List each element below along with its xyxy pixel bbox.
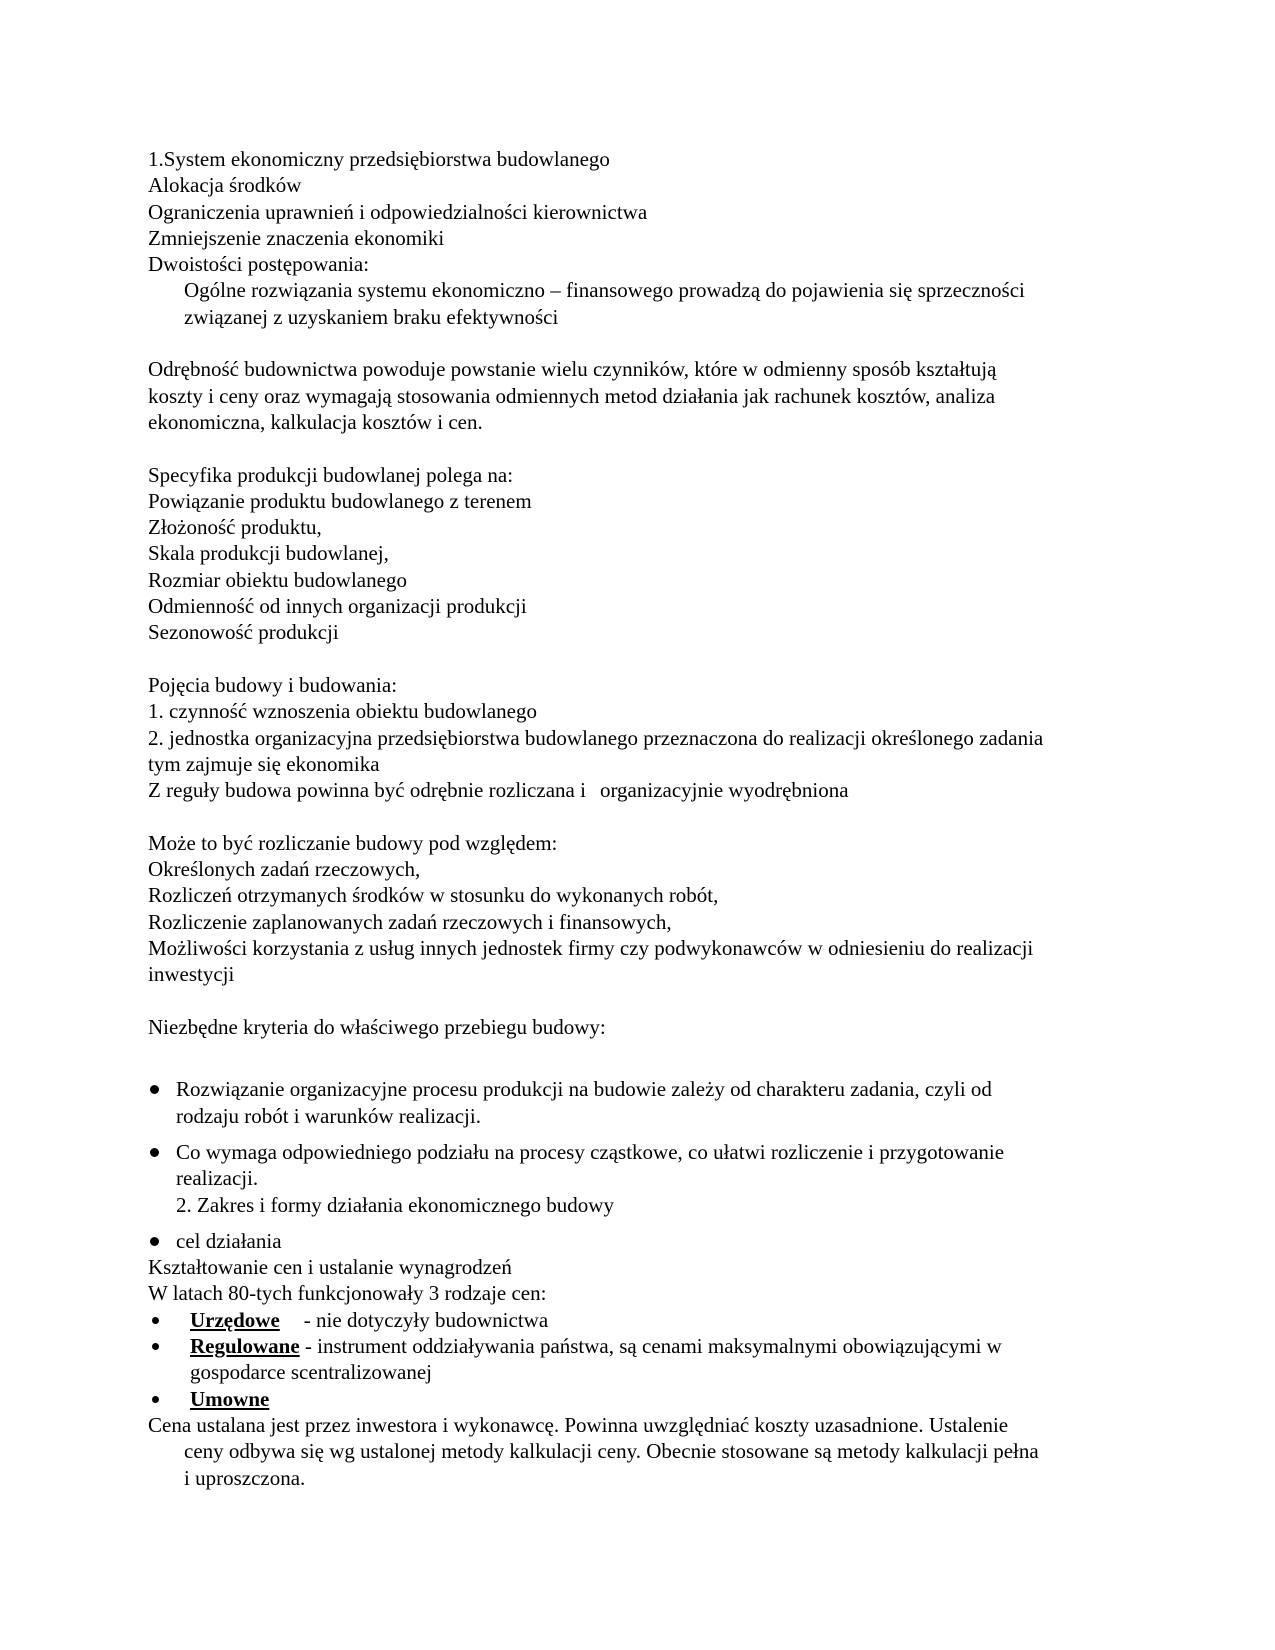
rule-part-2: organizacyjnie wyodrębniona	[599, 778, 849, 803]
final-paragraph-line: i uproszczona.	[184, 1465, 306, 1490]
final-paragraph-line: Cena ustalana jest przez inwestora i wykonawcę. Powinna uwzględniać koszty uzasadnione. Ustalenie	[148, 1412, 1009, 1437]
price-type-term: Umowne	[190, 1386, 270, 1411]
section-title: 1.System ekonomiczny przedsiębiorstwa budowlanego	[148, 147, 610, 171]
list-item: Co wymaga odpowiedniego podziału na procesy cząstkowe, co ułatwi rozliczenie i przygotowanie realizacji. 2. Zakres i formy działania ekonomicznego budowy	[148, 1139, 1138, 1218]
pojecia-heading: Pojęcia budowy i budowania:	[148, 672, 398, 697]
rule-part-1: Z reguły budowa powinna być odrębnie rozliczana i	[148, 778, 586, 803]
list-item: Odmienność od innych organizacji produkcji	[148, 594, 527, 619]
list-item: Rozliczeń otrzymanych środków w stosunku do wykonanych robót,	[148, 883, 719, 908]
list-item: inwestycji	[148, 962, 235, 987]
list-item: Ograniczenia uprawnień i odpowiedzialności kierownictwa	[148, 199, 648, 224]
price-type-desc: - nie dotyczyły budownictwa	[303, 1307, 549, 1332]
list-item: Złożoność produktu,	[148, 515, 322, 540]
spacer	[148, 988, 1138, 1014]
bullet-icon	[150, 1237, 159, 1246]
price-type-item	[148, 1386, 1138, 1412]
kryteria-bullet-list	[148, 1076, 1138, 1254]
list-item: cel działania	[148, 1228, 1138, 1254]
sub-heading: 2. Zakres i formy działania ekonomicznego budowy	[176, 1192, 614, 1217]
list-item: Alokacja środków	[148, 173, 302, 198]
price-type-item	[148, 1307, 1138, 1333]
bullet-icon	[152, 1317, 159, 1324]
paragraph-line: Odrębność budownictwa powoduje powstanie wielu czynników, które w odmienny sposób kształtują	[148, 357, 997, 382]
spacer	[148, 646, 1138, 672]
bullet-icon	[152, 1396, 159, 1403]
list-item: Rozwiązanie organizacyjne procesu produkcji na budowie zależy od charakteru zadania, czyli od rodzaju robót i warunków realizacji.	[148, 1076, 1138, 1129]
spacer	[148, 803, 1138, 829]
list-item: Dwoistości postępowania:	[148, 252, 370, 277]
price-type-term: Urzędowe	[190, 1307, 280, 1332]
bullet-icon	[150, 1148, 159, 1157]
rule-line	[148, 777, 1138, 803]
list-item: Skala produkcji budowlanej,	[148, 541, 389, 566]
list-item: Możliwości korzystania z usług innych jednostek firmy czy podwykonawców w odniesieniu do realizacji	[148, 935, 1034, 960]
ceny-line: Kształtowanie cen i ustalanie wynagrodzeń	[148, 1255, 512, 1280]
bullet-icon	[150, 1085, 159, 1094]
document-body	[148, 146, 1138, 1491]
indented-paragraph-line: związanej z uzyskaniem braku efektywności	[184, 304, 559, 329]
price-type-desc-cont: gospodarce scentralizowanej	[190, 1360, 432, 1385]
kryteria-heading: Niezbędne kryteria do właściwego przebiegu budowy:	[148, 1014, 606, 1039]
list-item: 2. jednostka organizacyjna przedsiębiorstwa budowlanego przeznaczona do realizacji określonego zadania	[148, 725, 1044, 750]
indented-paragraph-line: Ogólne rozwiązania systemu ekonomiczno – finansowego prowadzą do pojawienia się sprzeczności	[184, 278, 1025, 303]
paragraph-line: ekonomiczna, kalkulacja kosztów i cen.	[148, 409, 483, 434]
spacer	[148, 435, 1138, 461]
price-type-desc: - instrument oddziaływania państwa, są cenami maksymalnymi obowiązującymi w	[299, 1334, 1002, 1359]
price-type-item	[148, 1333, 1138, 1386]
spacer	[148, 1066, 1138, 1076]
ceny-line: W latach 80-tych funkcjonowały 3 rodzaje cen:	[148, 1281, 547, 1306]
specyfika-heading: Specyfika produkcji budowlanej polega na:	[148, 462, 514, 487]
paragraph-line: koszty i ceny oraz wymagają stosowania odmiennych metod działania jak rachunek kosztów, analiza	[148, 383, 996, 408]
price-type-term: Regulowane	[190, 1334, 300, 1359]
list-item: Sezonowość produkcji	[148, 620, 339, 645]
list-item: Zmniejszenie znaczenia ekonomiki	[148, 225, 445, 250]
spacer	[148, 330, 1138, 356]
list-item: Powiązanie produktu budowlanego z terenem	[148, 488, 532, 513]
list-item: Rozmiar obiektu budowlanego	[148, 567, 407, 592]
spacer	[148, 1040, 1138, 1066]
rozliczanie-heading: Może to być rozliczanie budowy pod względem:	[148, 830, 558, 855]
list-item: tym zajmuje się ekonomika	[148, 751, 380, 776]
list-item: 1. czynność wznoszenia obiektu budowlanego	[148, 699, 537, 724]
list-item: Rozliczenie zaplanowanych zadań rzeczowych i finansowych,	[148, 909, 672, 934]
list-item: Określonych zadań rzeczowych,	[148, 857, 421, 882]
bullet-icon	[152, 1343, 159, 1350]
final-paragraph-line: ceny odbywa się wg ustalonej metody kalkulacji ceny. Obecnie stosowane są metody kalkulacji pełna	[184, 1439, 1039, 1464]
price-types-list	[148, 1307, 1138, 1412]
